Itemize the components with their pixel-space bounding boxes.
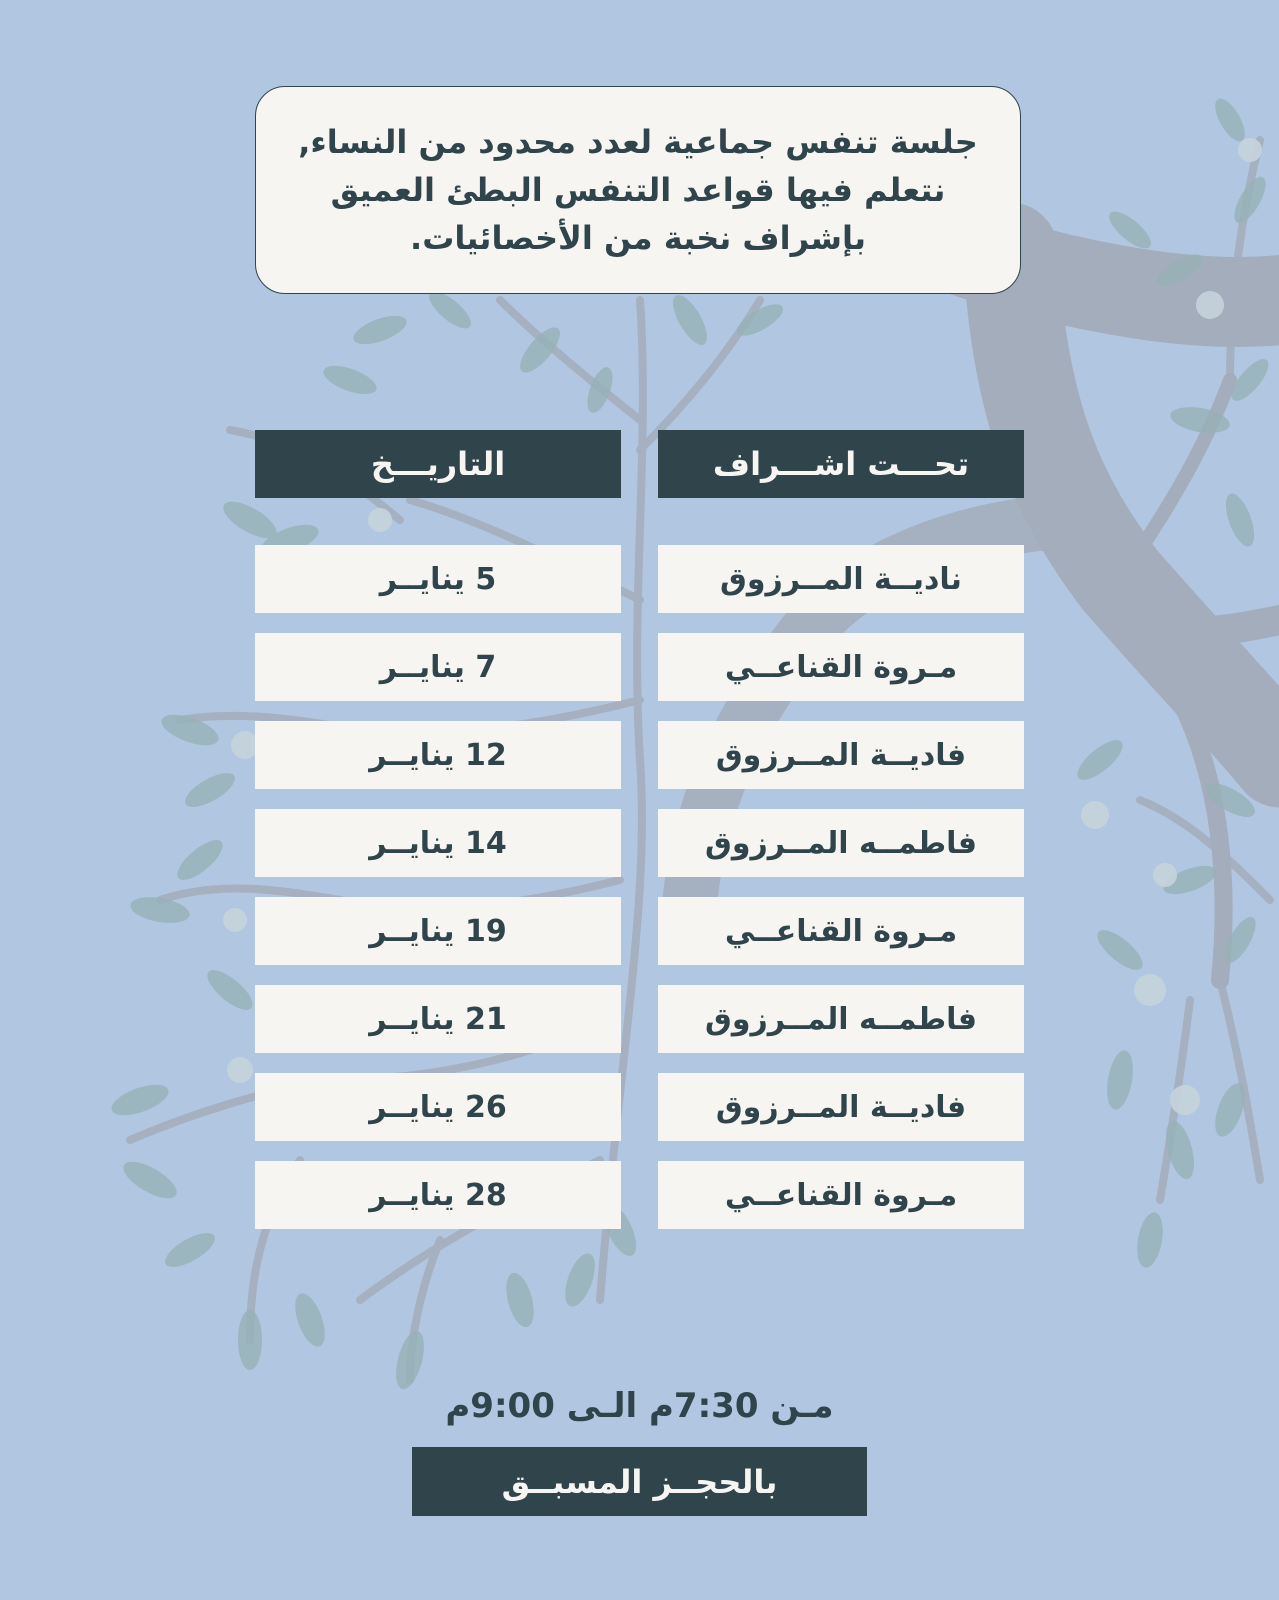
header-supervisor: تحـــت اشـــراف xyxy=(658,430,1024,498)
date-cell: 21 ينايــر xyxy=(255,985,621,1053)
table-row xyxy=(0,897,1279,985)
supervisor-cell: فاطمــه المــرزوق xyxy=(658,809,1024,877)
table-row xyxy=(0,809,1279,897)
supervisor-cell: مـروة القناعــي xyxy=(658,633,1024,701)
intro-line: بإشراف نخبة من الأخصائيات. xyxy=(410,219,866,257)
table-row xyxy=(0,721,1279,809)
table-row xyxy=(0,545,1279,633)
supervisor-cell: مـروة القناعــي xyxy=(658,1161,1024,1229)
supervisor-cell: فاديــة المــرزوق xyxy=(658,721,1024,789)
date-cell: 14 ينايــر xyxy=(255,809,621,877)
date-cell: 5 ينايــر xyxy=(255,545,621,613)
date-cell: 28 ينايــر xyxy=(255,1161,621,1229)
intro-text-box xyxy=(255,86,1021,294)
schedule-table xyxy=(0,545,1279,1249)
supervisor-cell: ناديــة المــرزوق xyxy=(658,545,1024,613)
table-row xyxy=(0,985,1279,1073)
table-row xyxy=(0,1073,1279,1161)
intro-line: جلسة تنفس جماعية لعدد محدود من النساء, xyxy=(298,123,978,161)
supervisor-cell: مـروة القناعــي xyxy=(658,897,1024,965)
supervisor-cell: فاديــة المــرزوق xyxy=(658,1073,1024,1141)
date-cell: 12 ينايــر xyxy=(255,721,621,789)
table-row xyxy=(0,1161,1279,1249)
intro-line: نتعلم فيها قواعد التنفس البطئ العميق xyxy=(330,171,946,209)
session-time: مـن 7:30م الـى 9:00م xyxy=(445,1386,834,1426)
date-cell: 26 ينايــر xyxy=(255,1073,621,1141)
booking-banner: بالحجــز المسبــق xyxy=(412,1447,867,1516)
header-date: التاريـــخ xyxy=(255,430,621,498)
date-cell: 7 ينايــر xyxy=(255,633,621,701)
date-cell: 19 ينايــر xyxy=(255,897,621,965)
table-row xyxy=(0,633,1279,721)
supervisor-cell: فاطمــه المــرزوق xyxy=(658,985,1024,1053)
